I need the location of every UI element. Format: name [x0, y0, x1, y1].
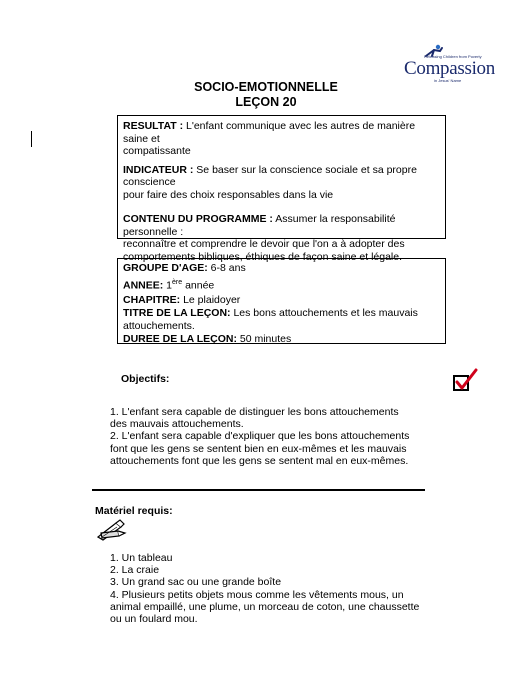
resultat-line-2: compatissante — [123, 145, 191, 157]
indicateur-line: INDICATEUR : Se baser sur la conscience sociale et sa propre conscience — [123, 163, 417, 188]
logo-tagline: in Jesus' Name — [434, 78, 462, 83]
materiel-item-3: 3. Un grand sac ou une grande boîte — [110, 576, 282, 589]
logo-slogan: Releasing Children from Poverty — [424, 54, 482, 59]
materiel-item-2: 2. La craie — [110, 564, 160, 577]
materiel-item-1: 1. Un tableau — [110, 552, 173, 564]
objectifs-heading: Objectifs: — [121, 373, 170, 385]
resultat-line: RESULTAT : L'enfant communique avec les autres de manière saine et — [123, 120, 416, 145]
titre-line-2: attouchements. — [123, 319, 195, 332]
materiel-item-4-cont: animal empaillé, une plume, un morceau de coton, une chaussette — [110, 600, 420, 613]
contenu-line: CONTENU DU PROGRAMME : Assumer la responsabilité personnelle : — [123, 213, 396, 238]
objectif-1-cont: des mauvais attouchements. — [110, 418, 244, 431]
duree-line: DUREE DE LA LEÇON: 50 minutes — [123, 333, 292, 345]
checkbox-checked-icon — [452, 368, 478, 394]
materiel-item-4: 4. Plusieurs petits objets mous comme les vêtements mous, un — [110, 588, 404, 601]
outcome-box — [117, 115, 446, 263]
materiel-list — [110, 552, 430, 625]
groupe-age-line: GROUPE D'AGE: 6-8 ans — [123, 262, 246, 274]
contenu-line-2: reconnaître et comprendre le devoir que l'on a à adopter des — [123, 238, 405, 250]
section-divider — [92, 489, 425, 491]
compassion-logo — [404, 44, 496, 84]
objectif-2-cont-2: attouchements font que les gens se sentent mal en eux-mêmes. — [110, 454, 409, 467]
materiel-item-4-cont-2: ou un foulard mou. — [110, 613, 198, 626]
text-cursor — [31, 131, 32, 147]
objectif-1: 1. L'enfant sera capable de distinguer les bons attouchements — [110, 406, 399, 418]
objectifs-list — [110, 406, 430, 467]
materiel-heading: Matériel requis: — [95, 505, 173, 517]
logo-wordmark: Compassion — [404, 58, 495, 79]
lesson-info-box — [117, 258, 446, 344]
annee-line: ANNEE: 1ère année — [123, 278, 215, 291]
indicateur-line-2: pour faire des choix responsables dans la vie — [123, 188, 334, 201]
chapitre-line: CHAPITRE: Le plaidoyer — [123, 293, 241, 306]
objectif-2: 2. L'enfant sera capable d'expliquer que les bons attouchements — [110, 430, 410, 443]
titre-line: TITRE DE LA LEÇON: Les bons attouchements et les mauvais — [123, 307, 418, 319]
lesson-number: LEÇON 20 — [235, 95, 297, 109]
lesson-subject: SOCIO-EMOTIONNELLE — [194, 80, 338, 94]
contenu-line-3: comportements bibliques, éthiques de façon saine et légale. — [123, 250, 403, 263]
crayons-icon — [94, 519, 128, 541]
objectif-2-cont: font que les gens se sentent bien en eux-mêmes et les mauvais — [110, 442, 407, 455]
